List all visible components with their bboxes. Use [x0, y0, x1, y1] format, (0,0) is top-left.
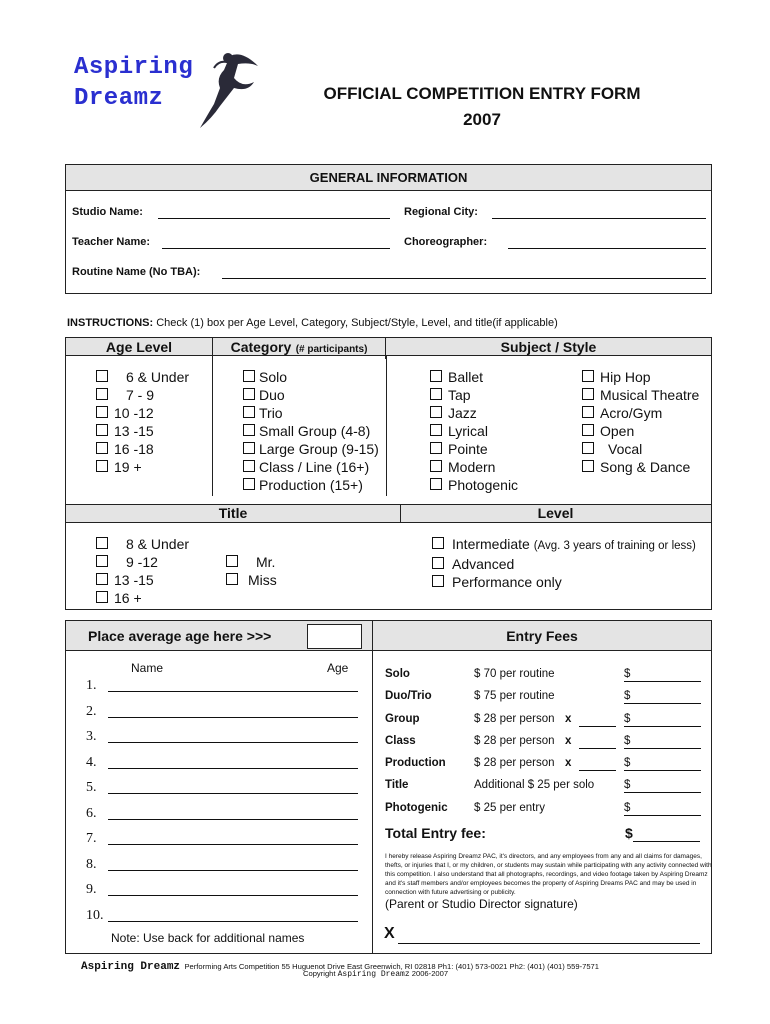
checkbox[interactable]	[243, 370, 255, 382]
fee-row: Group $ 28 per person x $	[385, 713, 705, 735]
subject-option[interactable]: Modern	[430, 458, 518, 476]
checkbox[interactable]	[243, 424, 255, 436]
subject-heading: Subject / Style	[500, 339, 597, 355]
checkbox[interactable]	[96, 537, 108, 549]
age-level-heading: Age Level	[105, 339, 173, 355]
category-option[interactable]: Large Group (9-15)	[243, 440, 379, 458]
instructions	[67, 317, 558, 329]
checkbox[interactable]	[582, 424, 594, 436]
instructions-label: INSTRUCTIONS:	[67, 317, 154, 329]
subject-option[interactable]: Photogenic	[430, 476, 518, 494]
name-row[interactable]: 8.	[86, 855, 104, 881]
title-name-list	[226, 553, 277, 589]
checkbox[interactable]	[96, 591, 108, 603]
checkbox[interactable]	[96, 370, 108, 382]
fee-row: Photogenic $ 25 per entry $	[385, 802, 705, 824]
category-heading-label: Category	[230, 339, 292, 355]
checkbox[interactable]	[432, 557, 444, 569]
fee-total-field[interactable]	[624, 815, 701, 816]
checkbox[interactable]	[582, 442, 594, 454]
subject-option[interactable]: Pointe	[430, 440, 518, 458]
names-list	[86, 676, 104, 931]
name-row[interactable]: 2.	[86, 702, 104, 728]
name-line[interactable]	[108, 921, 358, 922]
fee-row: Class $ 28 per person x $	[385, 735, 705, 757]
checkbox[interactable]	[96, 555, 108, 567]
general-info-heading: GENERAL INFORMATION	[66, 165, 711, 191]
checkbox[interactable]	[430, 460, 442, 472]
subject-list-1	[430, 368, 518, 494]
category-option[interactable]: Duo	[243, 386, 379, 404]
name-line[interactable]	[108, 717, 358, 718]
copyright-brand: Aspiring Dreamz	[337, 970, 410, 979]
routine-name-label: Routine Name (No TBA):	[72, 266, 201, 278]
name-row[interactable]: 9.	[86, 880, 104, 906]
category-option[interactable]: Solo	[243, 368, 379, 386]
name-line[interactable]	[108, 819, 358, 820]
additional-names-note: Note: Use back for additional names	[111, 931, 305, 945]
total-entry-fee-field[interactable]	[633, 841, 700, 842]
checkbox[interactable]	[243, 406, 255, 418]
name-row[interactable]: 1.	[86, 676, 104, 702]
subject-option[interactable]: Open	[582, 422, 699, 440]
category-list	[243, 368, 379, 494]
name-line[interactable]	[108, 768, 358, 769]
level-heading: Level	[537, 505, 574, 521]
name-row[interactable]: 4.	[86, 753, 104, 779]
title-age-option[interactable]: 13 -15	[96, 571, 189, 589]
age-option[interactable]: 16 -18	[96, 440, 189, 458]
checkbox[interactable]	[430, 478, 442, 490]
checkbox[interactable]	[243, 460, 255, 472]
column-divider	[212, 356, 213, 496]
total-entry-fee-label: Total Entry fee:	[385, 825, 486, 841]
checkbox[interactable]	[582, 370, 594, 382]
level-list	[432, 535, 696, 591]
copyright-years: 2006-2007	[411, 969, 449, 978]
fee-total-field[interactable]	[624, 703, 701, 704]
fee-row: Solo $ 70 per routine $	[385, 668, 705, 690]
signature-line[interactable]	[398, 943, 700, 944]
footer-brand: Aspiring Dreamz	[81, 961, 181, 973]
name-line[interactable]	[108, 895, 358, 896]
subject-option[interactable]: Musical Theatre	[582, 386, 699, 404]
fee-row: Production $ 28 per person x $	[385, 757, 705, 779]
regional-city-field[interactable]	[492, 218, 706, 219]
category-option[interactable]: Small Group (4-8)	[243, 422, 379, 440]
age-level-list	[96, 368, 189, 476]
copyright	[303, 969, 448, 979]
subject-list-2	[582, 368, 699, 476]
name-line[interactable]	[108, 691, 358, 692]
level-option[interactable]: Performance only	[432, 573, 696, 591]
subject-option[interactable]: Ballet	[430, 368, 518, 386]
average-age-input[interactable]	[307, 624, 362, 649]
fee-quantity-field[interactable]	[579, 770, 616, 771]
name-row[interactable]: 5.	[86, 778, 104, 804]
checkbox[interactable]	[432, 575, 444, 587]
subject-option[interactable]: Vocal	[582, 440, 699, 458]
name-line[interactable]	[108, 870, 358, 871]
category-option[interactable]: Trio	[243, 404, 379, 422]
choreographer-label: Choreographer:	[404, 236, 488, 248]
choreographer-field[interactable]	[508, 248, 706, 249]
signature-label: (Parent or Studio Director signature)	[385, 897, 578, 911]
age-option[interactable]: 13 -15	[96, 422, 189, 440]
checkbox[interactable]	[96, 573, 108, 585]
checkbox[interactable]	[96, 424, 108, 436]
category-option[interactable]: Class / Line (16+)	[243, 458, 379, 476]
fee-total-field[interactable]	[624, 748, 701, 749]
copyright-prefix: Copyright	[303, 969, 336, 978]
level-option[interactable]: Advanced	[432, 555, 696, 573]
checkbox[interactable]	[243, 388, 255, 400]
checkbox[interactable]	[226, 573, 238, 585]
column-divider	[400, 504, 401, 523]
level-option[interactable]: Intermediate (Avg. 3 years of training or less)	[432, 535, 696, 555]
footer-info: Performing Arts Competition 55 Huguenot Drive East Greenwich, RI 02818 Ph1: (401) 573-0021 Ph2: (401) (401) 559-7571	[184, 962, 599, 971]
checkbox[interactable]	[430, 424, 442, 436]
studio-name-label: Studio Name:	[72, 206, 143, 218]
fee-row: Duo/Trio $ 75 per routine $	[385, 690, 705, 712]
logo-line2: Dreamz	[74, 85, 164, 112]
entry-fees-heading: Entry Fees	[506, 628, 578, 644]
checkbox[interactable]	[96, 406, 108, 418]
name-column-label: Name	[131, 661, 164, 675]
fee-total-field[interactable]	[624, 681, 701, 682]
dancer-logo-icon	[190, 48, 270, 133]
fee-row: Title Additional $ 25 per solo $	[385, 779, 705, 801]
name-line[interactable]	[108, 844, 358, 845]
subject-option[interactable]: Jazz	[430, 404, 518, 422]
teacher-name-label: Teacher Name:	[72, 236, 151, 248]
name-row[interactable]: 7.	[86, 829, 104, 855]
logo	[74, 52, 193, 114]
fee-quantity-field[interactable]	[579, 748, 616, 749]
regional-city-label: Regional City:	[404, 206, 478, 218]
category-heading-note: (# participants)	[295, 344, 368, 355]
checkbox[interactable]	[226, 555, 238, 567]
title-age-option[interactable]: 16 +	[96, 589, 189, 607]
category-option[interactable]: Production (15+)	[243, 476, 379, 494]
title-name-option[interactable]: Mr.	[226, 553, 277, 571]
subject-option[interactable]: Lyrical	[430, 422, 518, 440]
fees-table	[385, 668, 705, 824]
checkbox[interactable]	[430, 370, 442, 382]
subject-option[interactable]: Hip Hop	[582, 368, 699, 386]
title-heading: Title	[218, 505, 248, 521]
instructions-text: Check (1) box per Age Level, Category, Subject/Style, Level, and title(if applicable)	[156, 317, 558, 329]
logo-line1: Aspiring	[74, 54, 194, 81]
checkbox[interactable]	[96, 460, 108, 472]
average-age-label: Place average age here >>>	[88, 628, 272, 644]
routine-name-field[interactable]	[222, 278, 706, 279]
release-text: I hereby release Aspiring Dreamz PAC, it's directors, and any employees from any and all claims for damages, thefts, or injuries that I, or my children, or students may sustain while participating with any activity connected with this competition. I also understand that all photographs, recordings, and video footage taken by Aspiring Dreamz and it's staff members and/or employees becomes the property of Aspiring Dreams PAC and may be used in connection with future advertising or publicity.	[385, 853, 712, 896]
age-option[interactable]: 19 +	[96, 458, 189, 476]
name-line[interactable]	[108, 793, 358, 794]
total-entry-fee-symbol: $	[625, 825, 633, 841]
title-name-option[interactable]: Miss	[226, 571, 277, 589]
name-row[interactable]: 3.	[86, 727, 104, 753]
subject-option[interactable]: Tap	[430, 386, 518, 404]
bottom-divider	[372, 621, 373, 953]
title-age-list	[96, 535, 189, 607]
checkbox[interactable]	[96, 388, 108, 400]
checkbox[interactable]	[582, 388, 594, 400]
checkbox[interactable]	[430, 388, 442, 400]
fee-total-field[interactable]	[624, 726, 701, 727]
checkbox[interactable]	[96, 442, 108, 454]
checkbox[interactable]	[430, 442, 442, 454]
fee-total-field[interactable]	[624, 770, 701, 771]
age-option[interactable]: 6 & Under	[96, 368, 189, 386]
checkbox[interactable]	[243, 478, 255, 490]
signature-x: X	[384, 925, 395, 942]
checkbox[interactable]	[432, 537, 444, 549]
age-option[interactable]: 10 -12	[96, 404, 189, 422]
fee-total-field[interactable]	[624, 792, 701, 793]
title-age-option[interactable]: 8 & Under	[96, 535, 189, 553]
checkbox[interactable]	[430, 406, 442, 418]
subject-option[interactable]: Acro/Gym	[582, 404, 699, 422]
form-title: OFFICIAL COMPETITION ENTRY FORM	[323, 84, 641, 103]
intermediate-note: (Avg. 3 years of training or less)	[533, 540, 696, 552]
checkbox[interactable]	[243, 442, 255, 454]
studio-name-field[interactable]	[158, 218, 390, 219]
name-line[interactable]	[108, 742, 358, 743]
subject-option[interactable]: Song & Dance	[582, 458, 699, 476]
age-column-label: Age	[327, 661, 349, 675]
column-divider	[386, 356, 387, 496]
teacher-name-field[interactable]	[162, 248, 390, 249]
fee-quantity-field[interactable]	[579, 726, 616, 727]
age-option[interactable]: 7 - 9	[96, 386, 189, 404]
form-year: 2007	[463, 110, 501, 129]
category-heading	[212, 338, 386, 359]
name-row[interactable]: 10.	[86, 906, 104, 932]
name-row[interactable]: 6.	[86, 804, 104, 830]
checkbox[interactable]	[582, 406, 594, 418]
title-age-option[interactable]: 9 -12	[96, 553, 189, 571]
checkbox[interactable]	[582, 460, 594, 472]
